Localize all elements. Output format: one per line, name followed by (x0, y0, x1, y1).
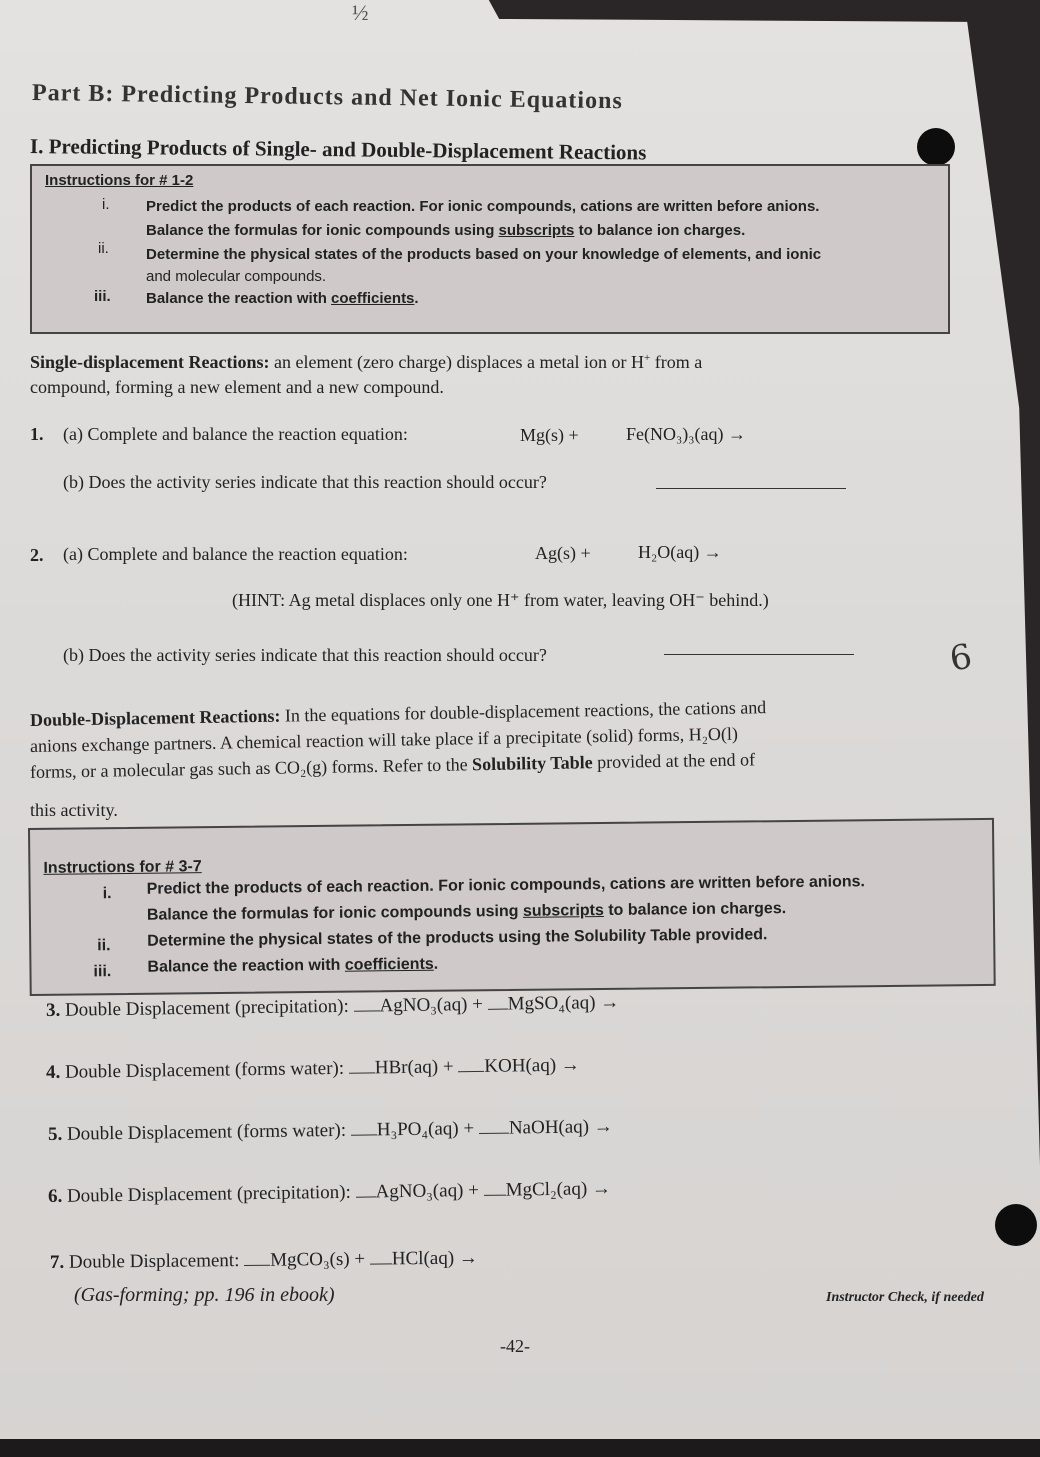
single-intro-line2: compound, forming a new element and a new compound. (30, 377, 444, 397)
reaction-7-coef-2[interactable] (370, 1263, 392, 1264)
q1-reactant-2: Fe(NO₃)₃(aq) → (626, 424, 747, 444)
handwritten-margin-mark: 6 (946, 636, 975, 680)
q2-answer-line[interactable] (664, 654, 854, 655)
top-mark: ½ (352, 0, 369, 25)
reaction-7-note: (Gas-forming; pp. 196 in ebook) (74, 1284, 335, 1306)
box1-item-iii-num: iii. (94, 288, 111, 305)
box1-item-ii-line2: and molecular compounds. (146, 268, 327, 285)
box2-item-iii-num: iii. (93, 963, 112, 981)
reaction-4-coef-1[interactable] (349, 1072, 375, 1073)
q2-hint: (HINT: Ag metal displaces only one H⁺ from water, leaving OH⁻ behind.) (232, 590, 769, 610)
reaction-4-coef-2[interactable] (458, 1071, 484, 1072)
q2-reactant-1: Ag(s) + (535, 543, 591, 563)
reaction-4: 4. Double Displacement (forms water): HBr(aq) + KOH(aq) → (45, 1054, 580, 1083)
box1-item-i-line1: Predict the products of each reaction. For ionic compounds, cations are written before anions. (146, 198, 820, 215)
q2-b-label: (b) Does the activity series indicate that this reaction should occur? (63, 645, 547, 665)
box2-heading: Instructions for # 3-7 (43, 858, 202, 877)
hole-punch-bottom (995, 1204, 1037, 1246)
reaction-7-coef-1[interactable] (244, 1265, 270, 1266)
box1-item-ii-line1: Determine the physical states of the products based on your knowledge of elements, and ionic (146, 246, 822, 263)
q2-reactant-2: H₂O(aq) → (638, 542, 722, 562)
single-intro-line1: Single-displacement Reactions: an element (zero charge) displaces a metal ion or H+ from a (30, 352, 703, 372)
reaction-5: 5. Double Displacement (forms water): H₃PO₄(aq) + NaOH(aq) → (47, 1116, 613, 1145)
box2-item-iii-line1: Balance the reaction with coefficients. (147, 955, 439, 976)
q2-number: 2. (30, 545, 44, 565)
q1-a-label: (a) Complete and balance the reaction equation: (63, 424, 408, 444)
reaction-6-coef-1[interactable] (356, 1196, 376, 1197)
box2-item-i-num: i. (102, 885, 112, 903)
instructions-box-1-2 (30, 164, 950, 334)
double-intro-line1: Double-Displacement Reactions: In the equations for double-displacement reactions, the cations and (29, 697, 767, 730)
reaction-6-coef-2[interactable] (484, 1195, 506, 1196)
hole-punch-top (917, 128, 955, 166)
q1-number: 1. (30, 424, 44, 444)
box1-item-i-line2: Balance the formulas for ionic compounds using subscripts to balance ion charges. (146, 222, 746, 239)
reaction-7: 7. Double Displacement: MgCO₃(s) + HCl(aq) → (49, 1247, 478, 1273)
reaction-6: 6. Double Displacement (precipitation): AgNO₃(aq) + MgCl₂(aq) → (47, 1178, 612, 1207)
reaction-3-coef-1[interactable] (354, 1010, 380, 1011)
page-number: -42- (500, 1336, 530, 1356)
instructor-check-label: Instructor Check, if needed (826, 1290, 984, 1305)
part-title: Part B: Predicting Products and Net Ionic Equations (31, 80, 623, 115)
reaction-5-coef-2[interactable] (479, 1133, 509, 1134)
box2-item-i-line2: Balance the formulas for ionic compounds using subscripts to balance ion charges. (146, 900, 787, 924)
box2-item-ii-line1: Determine the physical states of the products using the Solubility Table provided. (147, 926, 768, 950)
section-title: I. Predicting Products of Single- and Double-Displacement Reactions (29, 134, 647, 165)
box1-item-iii-line1: Balance the reaction with coefficients. (146, 290, 419, 307)
box1-item-i-num: i. (102, 196, 110, 213)
background-strip (0, 1439, 1040, 1457)
q1-b-label: (b) Does the activity series indicate that this reaction should occur? (63, 472, 547, 492)
box1-heading: Instructions for # 1-2 (45, 172, 194, 189)
box2-item-i-line1: Predict the products of each reaction. For ionic compounds, cations are written before anions. (146, 873, 866, 898)
reaction-3-coef-2[interactable] (488, 1009, 508, 1010)
double-intro-line4: this activity. (30, 800, 118, 820)
instructions-box-3-7 (28, 818, 996, 996)
box1-item-ii-num: ii. (98, 240, 109, 257)
box2-item-ii-num: ii. (97, 937, 111, 955)
q2-a-label: (a) Complete and balance the reaction equation: (63, 544, 408, 564)
double-intro-line3: forms, or a molecular gas such as CO₂(g) forms. Refer to the Solubility Table provided at the end of (29, 749, 756, 782)
q1-reactant-1: Mg(s) + (520, 425, 579, 445)
reaction-3: 3. Double Displacement (precipitation): AgNO₃(aq) + MgSO₄(aq) → (45, 991, 620, 1021)
double-intro-line2: anions exchange partners. A chemical reaction will take place if a precipitate (solid) forms, H₂O(l) (29, 723, 739, 756)
q1-answer-line[interactable] (656, 488, 846, 489)
reaction-5-coef-1[interactable] (351, 1134, 377, 1135)
